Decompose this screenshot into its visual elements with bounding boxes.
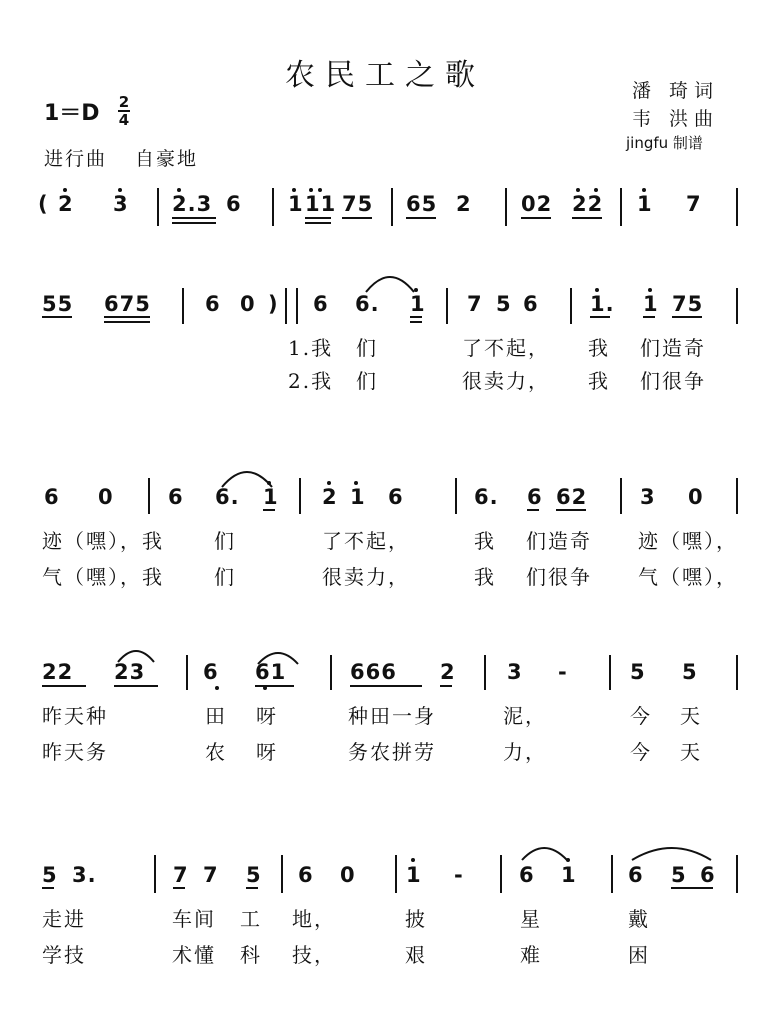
lyric-verse-1: 车间 <box>172 907 216 931</box>
lyric-verse-1: 们 <box>214 529 236 553</box>
note-group: 3 <box>640 485 656 509</box>
note-group: 2.3 <box>172 192 213 216</box>
note-group: 3 <box>507 660 523 684</box>
tempo-style: 进行曲 <box>44 148 108 170</box>
lyric-verse-2: 昨天务 <box>42 740 108 764</box>
note-group: 1 <box>263 485 279 509</box>
lyric-verse-2: 技， <box>292 943 336 967</box>
lyric-verse-2: 呀 <box>256 740 278 764</box>
note-group: 22 <box>572 192 604 216</box>
note-group: 6 <box>519 863 535 887</box>
note-group: 6. <box>215 485 240 509</box>
note-group: 3. <box>72 863 97 887</box>
lyric-verse-2: 我 <box>588 369 610 393</box>
lyric-verse-1: 了不起， <box>462 336 550 360</box>
lyric-verse-1: 今 <box>630 704 652 728</box>
note-group: 7 <box>686 192 702 216</box>
note-group: 0 <box>240 292 256 316</box>
lyric-verse-2: 农 <box>205 740 227 764</box>
note-group: 1 <box>561 863 577 887</box>
note-group: 7 <box>203 863 219 887</box>
slur <box>522 848 567 860</box>
note-group: 0 <box>98 485 114 509</box>
lyric-verse-2: 很卖力， <box>322 565 410 589</box>
lyric-verse-1: 1.我 <box>288 336 334 360</box>
note-group: 1 <box>350 485 366 509</box>
note-group: 7 <box>467 292 483 316</box>
slur <box>366 277 414 292</box>
song-title: 农民工之歌 <box>285 58 485 93</box>
slur <box>258 653 298 664</box>
note-group: 6 <box>700 863 716 887</box>
note-group: 1 <box>406 863 422 887</box>
note-group: 75 <box>672 292 704 316</box>
lyric-verse-1: 地， <box>292 907 336 931</box>
note-group: 6 <box>205 292 221 316</box>
note-group: 6 <box>168 485 184 509</box>
note-group: 02 <box>521 192 553 216</box>
lyric-verse-2: 2.我 <box>288 369 334 393</box>
note-group: 75 <box>342 192 374 216</box>
note-group: 6 <box>298 863 314 887</box>
lyric-verse-1: 披 <box>405 907 427 931</box>
lyric-verse-1: 迹（嘿）， <box>638 529 738 553</box>
lyric-verse-2: 科 <box>240 943 262 967</box>
note-group: 5 <box>42 863 58 887</box>
lyric-verse-2: 天 <box>680 740 702 764</box>
note-group: 5 <box>630 660 646 684</box>
lyric-verse-2: 今 <box>630 740 652 764</box>
note-group: 3 <box>113 192 129 216</box>
note-group: 61 <box>255 660 287 684</box>
lyric-verse-1: 迹（嘿），我 <box>42 529 164 553</box>
note-group: 1 <box>643 292 659 316</box>
note-group: 65 <box>406 192 438 216</box>
lyric-verse-1: 昨天种 <box>42 704 108 728</box>
note-group: 1 <box>637 192 653 216</box>
lyric-verse-1: 呀 <box>256 704 278 728</box>
lyric-verse-2: 困 <box>628 943 650 967</box>
lyric-verse-2: 我 <box>474 565 496 589</box>
note-group: 6 <box>523 292 539 316</box>
note-group: ( <box>38 192 49 216</box>
note-group: 6 <box>313 292 329 316</box>
slur <box>118 651 154 662</box>
time-signature-bottom: 4 <box>118 111 130 129</box>
tempo-expression: 自豪地 <box>135 148 199 170</box>
note-group: 0 <box>340 863 356 887</box>
slur <box>222 472 272 487</box>
lyric-verse-1: 种田一身 <box>348 704 436 728</box>
note-group: 62 <box>556 485 588 509</box>
note-group: 6. <box>474 485 499 509</box>
note-group: ) <box>268 292 279 316</box>
note-group: 22 <box>42 660 74 684</box>
note-group: 11 <box>305 192 337 216</box>
slur <box>632 848 711 860</box>
lyric-verse-2: 们很争 <box>526 565 592 589</box>
note-group: 55 <box>42 292 74 316</box>
lyric-verse-1: 戴 <box>628 907 650 931</box>
lyric-verse-1: 星 <box>520 907 542 931</box>
lyricist-credit: 潘 琦词 <box>632 80 720 102</box>
note-group: 7 <box>173 863 189 887</box>
note-group: 6. <box>355 292 380 316</box>
note-group: 6 <box>388 485 404 509</box>
key-signature: 1＝D <box>44 101 100 126</box>
lyric-verse-1: 泥， <box>503 704 547 728</box>
note-group: 5 <box>496 292 512 316</box>
lyric-verse-1: 我 <box>588 336 610 360</box>
note-group: 6 <box>203 660 219 684</box>
lyric-verse-1: 工 <box>240 907 262 931</box>
lyric-verse-2: 们很争 <box>640 369 706 393</box>
lyric-verse-1: 了不起， <box>322 529 410 553</box>
note-group: - <box>454 863 464 887</box>
lyric-verse-2: 气（嘿）， <box>638 565 738 589</box>
note-group: 666 <box>350 660 397 684</box>
note-group: 1 <box>410 292 426 316</box>
note-group: 0 <box>688 485 704 509</box>
lyric-verse-2: 气（嘿），我 <box>42 565 164 589</box>
note-group: 5 <box>671 863 687 887</box>
lyric-verse-2: 艰 <box>405 943 427 967</box>
engraver-credit: jingfu 制谱 <box>626 134 703 152</box>
note-group: 2 <box>58 192 74 216</box>
lyric-verse-1: 们造奇 <box>526 529 592 553</box>
lyric-verse-1: 天 <box>680 704 702 728</box>
lyric-verse-1: 走进 <box>42 907 86 931</box>
note-group: 23 <box>114 660 146 684</box>
lyric-verse-2: 务农拼劳 <box>348 740 436 764</box>
lyric-verse-2: 力， <box>503 740 547 764</box>
lyric-verse-2: 们 <box>356 369 378 393</box>
note-group: 1 <box>288 192 304 216</box>
lyric-verse-1: 们造奇 <box>640 336 706 360</box>
lyric-verse-2: 学技 <box>42 943 86 967</box>
note-group: 6 <box>44 485 60 509</box>
lyric-verse-2: 术懂 <box>172 943 216 967</box>
note-group: - <box>558 660 568 684</box>
note-group: 2 <box>322 485 338 509</box>
note-group: 5 <box>682 660 698 684</box>
note-group: 6 <box>628 863 644 887</box>
composer-credit: 韦 洪曲 <box>632 108 720 130</box>
lyric-verse-2: 很卖力， <box>462 369 550 393</box>
note-group: 675 <box>104 292 151 316</box>
lyric-verse-2: 们 <box>214 565 236 589</box>
note-group: 1. <box>590 292 615 316</box>
lyric-verse-1: 我 <box>474 529 496 553</box>
note-group: 2 <box>456 192 472 216</box>
note-group: 6 <box>527 485 543 509</box>
time-signature-top: 2 <box>118 93 130 111</box>
lyric-verse-1: 田 <box>205 704 227 728</box>
lyric-verse-1: 们 <box>356 336 378 360</box>
lyric-verse-2: 难 <box>520 943 542 967</box>
note-group: 2 <box>440 660 456 684</box>
note-group: 6 <box>226 192 242 216</box>
note-group: 5 <box>246 863 262 887</box>
